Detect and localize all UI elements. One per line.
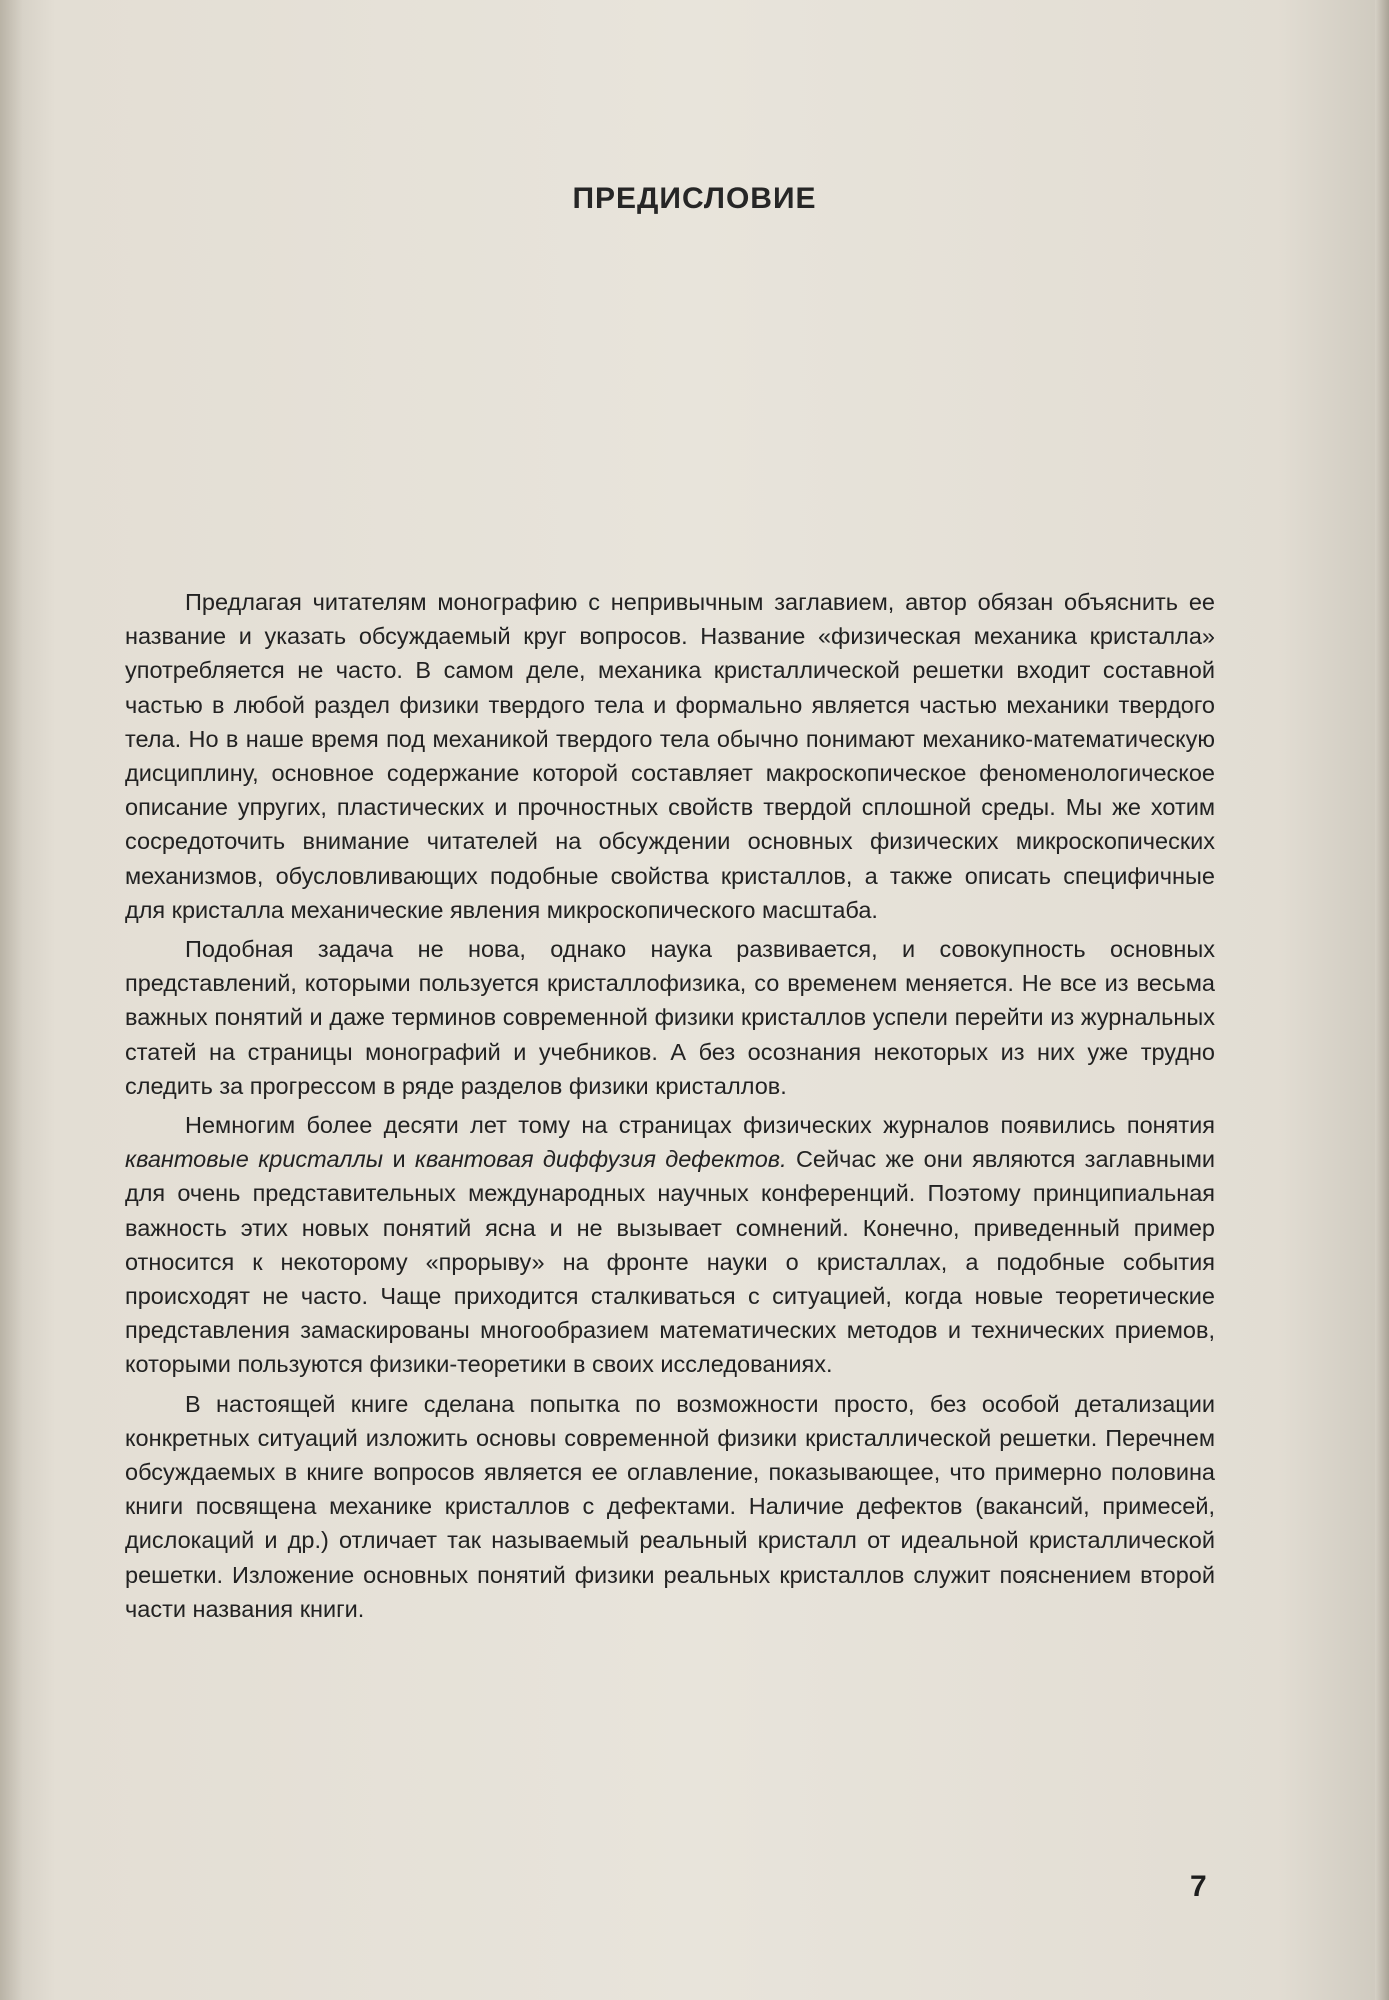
- preface-body: [125, 585, 1215, 1631]
- italic-term-quantum-diffusion: квантовая диффузия дефектов.: [414, 1146, 787, 1173]
- page-left-edge: [0, 0, 22, 2000]
- paragraph-3: [125, 1108, 1215, 1382]
- page-title: ПРЕДИСЛОВИЕ: [572, 182, 817, 215]
- italic-term-quantum-crystals: квантовые кристаллы: [125, 1146, 384, 1173]
- paragraph-2: Подобная задача не нова, однако наука развивается, и совокупность основных представлений, которыми пользуется кристаллофизика, со временем меняется. Не все из весьма важных понятий и даже терминов современной физики кристаллов успели перейти из журнальных статей на страницы монографий и учебников. А без осознания некоторых из них уже трудно следить за прогрессом в ряде разделов физики кристаллов.: [125, 936, 1215, 1099]
- page-right-edge: [1375, 0, 1389, 2000]
- paragraph-3-text-after: Сейчас же они являются заглавными для очень представительных международных научных конференций. Поэтому принципиальная важность этих новых понятий ясна и не вызывает сомнений. Конечно, приведенный пример относится к некоторому «прорыву» на фронте науки о кристаллах, а подобные события происходят не часто. Чаще приходится сталкиваться с ситуацией, когда новые теоретические представления замаскированы многообразием математических методов и технических приемов, которыми пользуются физики-теоретики в своих исследованиях.: [125, 1146, 1215, 1378]
- paragraph-3-text-before: Немногим более десяти лет тому на страницах физических журналов появились понятия: [185, 1112, 1215, 1139]
- paragraph-4: В настоящей книге сделана попытка по возможности просто, без особой детализации конкретных ситуаций изложить основы современной физики кристаллической решетки. Перечнем обсуждаемых в книге вопросов является ее оглавление, показывающее, что примерно половина книги посвящена механике кристаллов с дефектами. Наличие дефектов (вакансий, примесей, дислокаций и др.) отличает так называемый реальный кристалл от идеальной кристаллической решетки. Изложение основных понятий физики реальных кристаллов служит пояснением второй части названия книги.: [125, 1390, 1215, 1622]
- paragraph-1: Предлагая читателям монографию с непривычным заглавием, автор обязан объяснить ее название и указать обсуждаемый круг вопросов. Название «физическая механика кристалла» употребляется не часто. В самом деле, механика кристаллической решетки входит составной частью в любой раздел физики твердого тела и формально является частью механики твердого тела. Но в наше время под механикой твердого тела обычно понимают механико-математическую дисциплину, основное содержание которой составляет макроскопическое феноменологическое описание упругих, пластических и прочностных свойств твердой сплошной среды. Мы же хотим сосредоточить внимание читателей на обсуждении основных физических микроскопических механизмов, обусловливающих подобные свойства кристаллов, а также описать специфичные для кристалла механические явления микроскопического масштаба.: [125, 589, 1215, 923]
- page-number: 7: [1190, 1870, 1207, 1903]
- paragraph-3-text-middle: и: [383, 1146, 415, 1173]
